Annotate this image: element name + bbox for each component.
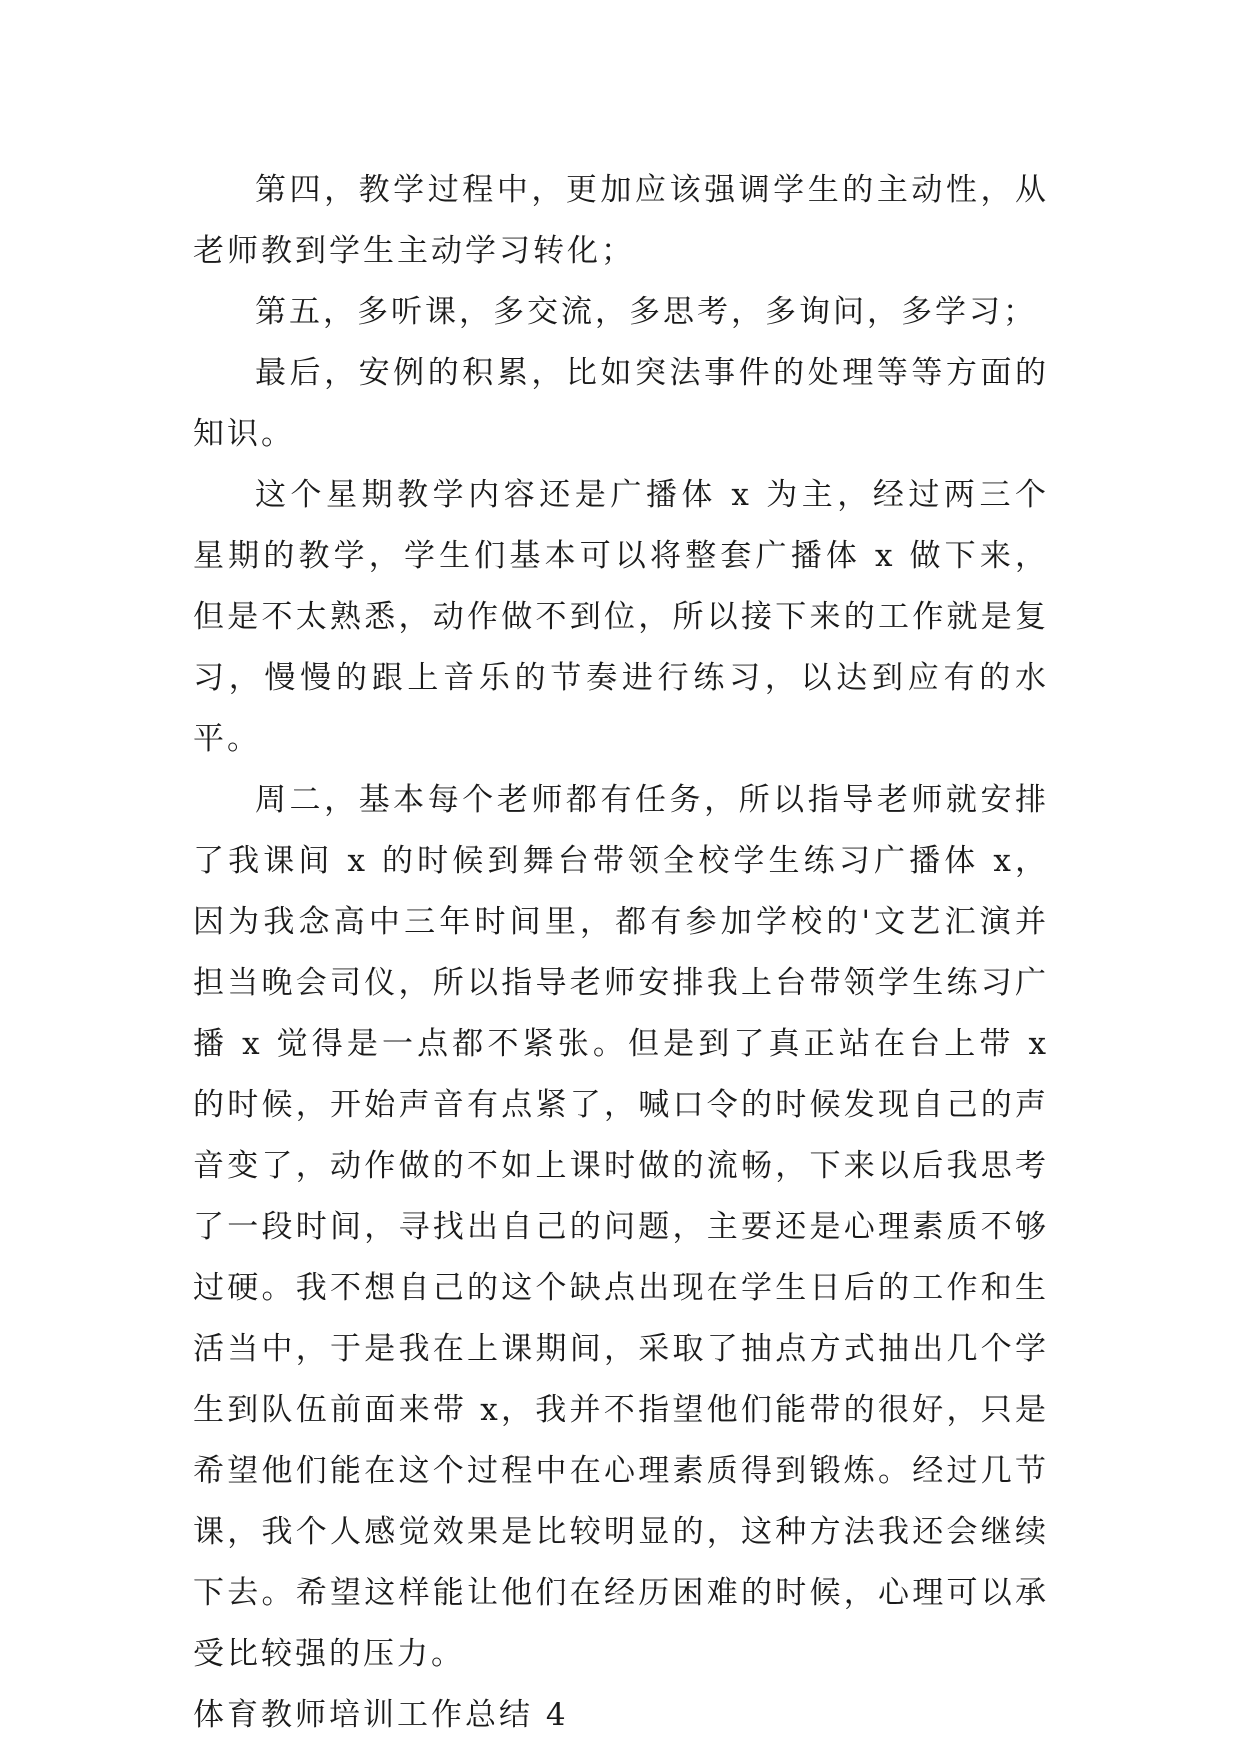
document-body: [193, 160, 1049, 1746]
paragraph-week-teaching: 这个星期教学内容还是广播体 x 为主，经过两三个星期的教学，学生们基本可以将整套广播体 x 做下来，但是不太熟悉，动作做不到位，所以接下来的工作就是复习，慢慢的跟上音乐的节奏进行练习，以达到应有的水平。: [193, 477, 1049, 757]
paragraph-point-four: 第四，教学过程中，更加应该强调学生的主动性，从老师教到学生主动学习转化；: [193, 172, 1049, 269]
section-heading: 体育教师培训工作总结 4: [193, 1697, 569, 1733]
paragraph-finally: 最后，安例的积累，比如突法事件的处理等等方面的知识。: [193, 355, 1049, 452]
paragraph-point-five: 第五，多听课，多交流，多思考，多询问，多学习；: [255, 294, 1037, 330]
paragraph-tuesday: 周二，基本每个老师都有任务，所以指导老师就安排了我课间 x 的时候到舞台带领全校学生练习广播体 x，因为我念高中三年时间里，都有参加学校的'文艺汇演并担当晚会司仪，所以指导老师安排我上台带领学生练习广播 x 觉得是一点都不紧张。但是到了真正站在台上带 x 的时候，开始声音有点紧了，喊口令的时候发现自己的声音变了，动作做的不如上课时做的流畅，下来以后我思考了一段时间，寻找出自己的问题，主要还是心理素质不够过硬。我不想自己的这个缺点出现在学生日后的工作和生活当中，于是我在上课期间，采取了抽点方式抽出几个学生到队伍前面来带 x，我并不指望他们能带的很好，只是希望他们能在这个过程中在心理素质得到锻炼。经过几节课，我个人感觉效果是比较明显的，这种方法我还会继续下去。希望这样能让他们在经历困难的时候，心理可以承受比较强的压力。: [193, 782, 1049, 1672]
